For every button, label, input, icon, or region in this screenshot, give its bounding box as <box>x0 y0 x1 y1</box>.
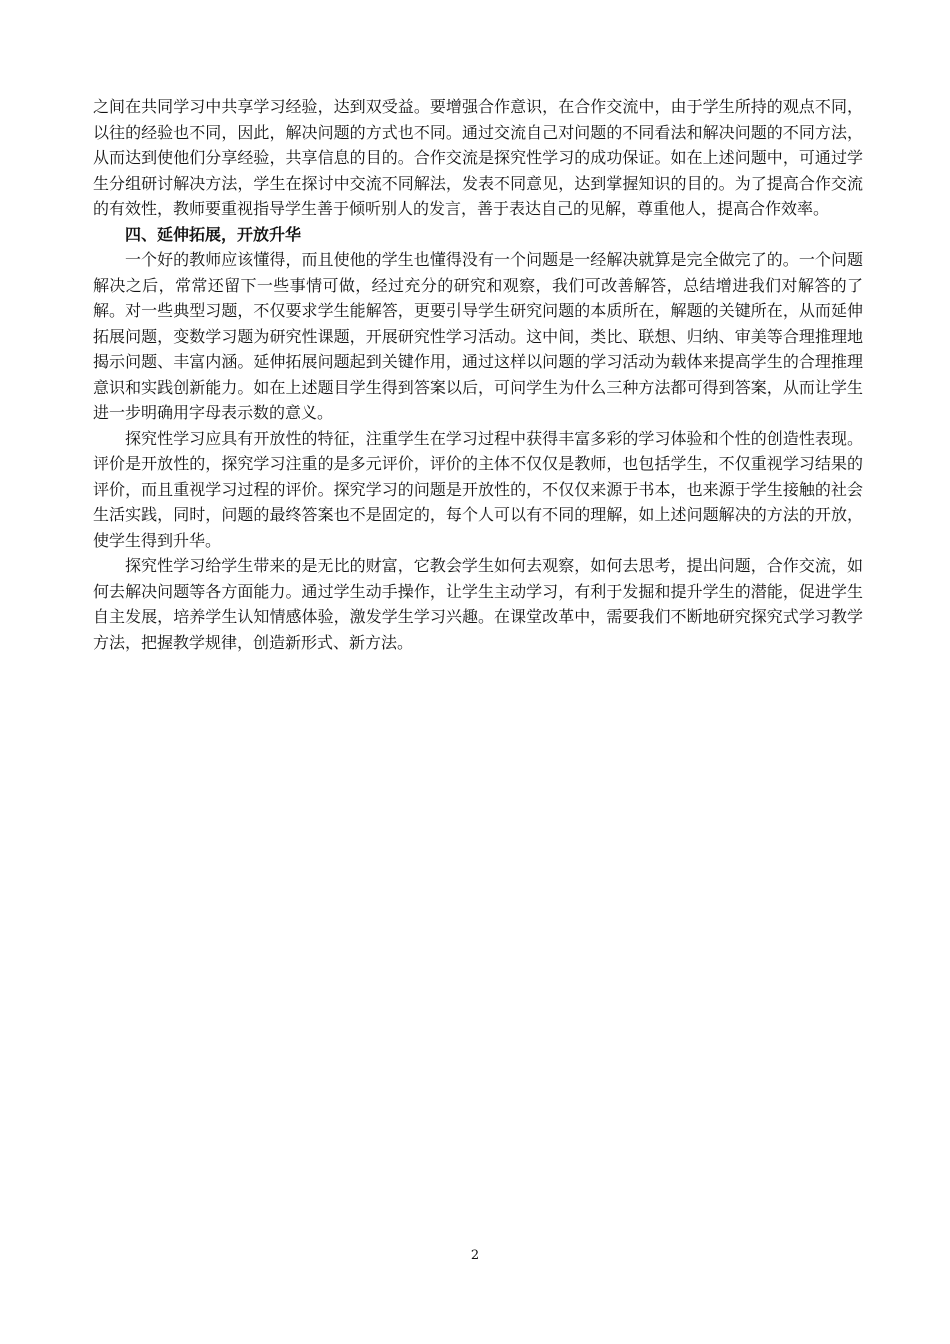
paragraph-extension: 一个好的教师应该懂得，而且使他的学生也懂得没有一个问题是一经解决就算是完全做完了的。一个问题解决之后，常常还留下一些事情可做，经过充分的研究和观察，我们可改善解答，总结增进我们对解答的了解。对一些典型习题，不仅要求学生能解答，更要引导学生研究问题的本质所在，解题的关键所在，从而延伸拓展问题，变数学习题为研究性课题，开展研究性学习活动。这中间，类比、联想、归纳、审美等合理推理地揭示问题、丰富内涵。延伸拓展问题起到关键作用，通过这样以问题的学习活动为载体来提高学生的合理推理意识和实践创新能力。如在上述题目学生得到答案以后，可问学生为什么三种方法都可得到答案，从而让学生进一步明确用字母表示数的意义。 <box>93 250 863 422</box>
section-heading-extension: 四、延伸拓展，开放升华 <box>125 224 302 244</box>
paragraph-conclusion: 探究性学习给学生带来的是无比的财富，它教会学生如何去观察，如何去思考，提出问题，合作交流，如何去解决问题等各方面能力。通过学生动手操作，让学生主动学习，有利于发掘和提升学生的潜能，促进学生自主发展，培养学生认知情感体验，激发学生学习兴趣。在课堂改革中，需要我们不断地研究探究式学习教学方法，把握教学规律，创造新形式、新方法。 <box>93 556 863 652</box>
page-number: 2 <box>470 1248 480 1263</box>
paragraph-cooperation: 之间在共同学习中共享学习经验，达到双受益。要增强合作意识，在合作交流中，由于学生所持的观点不同，以往的经验也不同，因此，解决问题的方式也不同。通过交流自己对问题的不同看法和解决问题的不同方法，从而达到使他们分享经验，共享信息的目的。合作交流是探究性学习的成功保证。如在上述问题中，可通过学生分组研讨解决方法，学生在探讨中交流不同解法，发表不同意见，达到掌握知识的目的。为了提高合作交流的有效性，教师要重视指导学生善于倾听别人的发言，善于表达自己的见解，尊重他人，提高合作效率。 <box>93 97 863 218</box>
document-body <box>93 94 863 655</box>
paragraph-openness: 探究性学习应具有开放性的特征，注重学生在学习过程中获得丰富多彩的学习体验和个性的创造性表现。评价是开放性的，探究学习注重的是多元评价，评价的主体不仅仅是教师，也包括学生，不仅重视学习结果的评价，而且重视学习过程的评价。探究学习的问题是开放性的，不仅仅来源于书本，也来源于学生接触的社会生活实践，同时，问题的最终答案也不是固定的，每个人可以有不同的理解，如上述问题解决的方法的开放，使学生得到升华。 <box>93 428 863 550</box>
